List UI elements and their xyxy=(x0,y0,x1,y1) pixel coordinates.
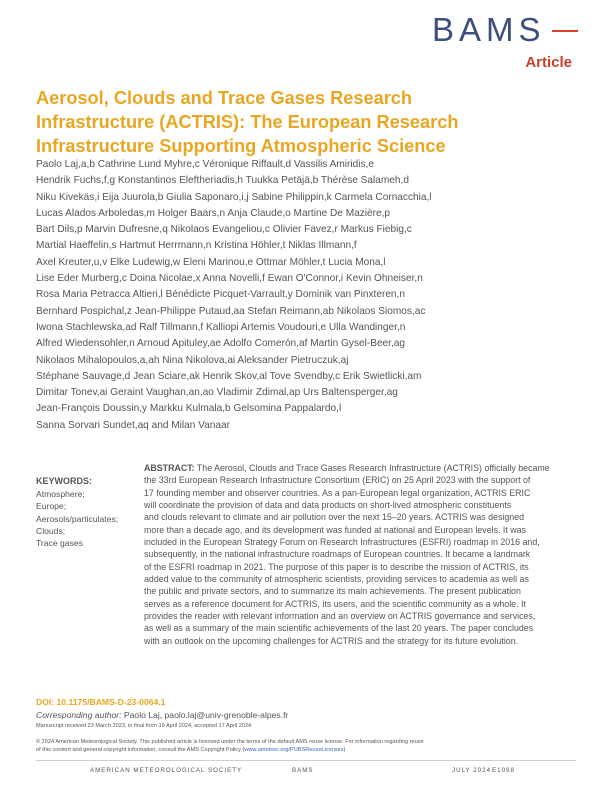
author-list xyxy=(36,157,596,434)
author-line: Sanna Sorvari Sundet,aq and Milan Vanaar xyxy=(36,419,230,431)
keywords-heading: KEYWORDS: xyxy=(36,476,92,486)
abstract-line: 17 founding member and observer countries. As a pan-European legal organization, ACTRIS ERIC xyxy=(144,487,531,498)
author-line: Lise Eder Murberg,c Doina Nicolae,x Anna Novelli,f Ewan O'Connor,i Kevin Ohneiser,n xyxy=(36,273,423,285)
corresponding-author-contact[interactable]: Paolo Laj, paolo.laj@univ-grenoble-alpes.fr xyxy=(121,710,289,720)
abstract-line: added value to the community of atmospheric scientists, providing services to academia as well as xyxy=(144,574,529,585)
author-line: Lucas Alados Arboledas,m Holger Baars,n Anja Claude,o Martine De Mazière,p xyxy=(36,207,391,219)
footer-date: JULY 2024 xyxy=(452,767,492,774)
footer-journal: BAMS xyxy=(292,767,314,774)
abstract-line: serves as a reference document for ACTRIS, its users, and the scientific community as a whole. It xyxy=(144,598,526,609)
author-line: Hendrik Fuchs,f,g Konstantinos Eleftheriadis,h Tuukka Petäjä,b Thérèse Salameh,d xyxy=(36,175,409,187)
abstract-line: included in the European Strategy Forum on Research Infrastructures (ESFRI) roadmap in 2016 and, xyxy=(144,537,540,548)
copyright-line xyxy=(36,746,592,754)
keyword-item: Europe; xyxy=(36,501,67,512)
author-line: Jean-François Doussin,y Markku Kulmala,b Gelsomina Pappalardo,l xyxy=(36,403,342,415)
author-line: Bernhard Pospichal,z Jean-Philippe Putaud,aa Stefan Reimann,ab Nikolaos Siomos,ac xyxy=(36,305,426,317)
author-line: Niku Kivekäs,i Eija Juurola,b Giulia Saponaro,i,j Sabine Philippin,k Carmela Cornacchia,l xyxy=(36,191,432,203)
abstract-line: as well as a summary of the main scientific achievements of the last 20 years. The paper concludes xyxy=(144,623,534,634)
abstract-line: more than a decade ago, and its development was funded at national and European levels. It was xyxy=(144,524,527,535)
abstract-first-line xyxy=(144,462,576,474)
abstract-line: subsequently, in the national infrastructure roadmaps of European countries. It became a landmark xyxy=(144,549,531,560)
abstract-line: the 33rd European Research Infrastructure Consortium (ERIC) on 25 April 2023 with the support of xyxy=(144,475,531,486)
copyright-text: of this content and general copyright information, consult the AMS Copyright Policy ( xyxy=(36,747,245,753)
footer-divider xyxy=(36,760,576,761)
title-line: Infrastructure Supporting Atmospheric Science xyxy=(36,136,446,156)
author-line: Paolo Laj,a,b Cathrine Lund Myhre,c Véronique Riffault,d Vassilis Amiridis,e xyxy=(36,159,374,170)
keyword-item: Clouds; xyxy=(36,525,66,536)
copyright-notice xyxy=(36,738,592,754)
paper-title xyxy=(36,86,556,158)
author-line: Nikolaos Mihalopoulos,a,ah Nina Nikolova,ai Aleksander Pietruczuk,aj xyxy=(36,354,349,366)
journal-logo: BAMS xyxy=(432,11,546,48)
abstract-line: with an outlook on the upcoming challenges for ACTRIS and the strategy for its future evolution. xyxy=(144,635,519,646)
abstract-text: The Aerosol, Clouds and Trace Gases Research Infrastructure (ACTRIS) officially became xyxy=(194,463,550,473)
abstract-line: and clouds relevant to climate and air pollution over the next 15–20 years. ACTRIS was designed xyxy=(144,512,525,523)
abstract xyxy=(144,462,576,647)
author-line: Alfred Wiedensohler,n Arnoud Apituley,ae Adolfo Comerón,af Martin Gysel-Beer,ag xyxy=(36,338,406,350)
abstract-line: provides the reader with relevant information and an overview on ACTRIS governance and services, xyxy=(144,611,536,622)
author-line: Iwona Stachlewska,ad Ralf Tillmann,f Kalliopi Artemis Voudouri,e Ulla Wandinger,n xyxy=(36,321,406,333)
keyword-item: Aerosols/particulates; xyxy=(36,513,119,524)
footer-society: AMERICAN METEOROLOGICAL SOCIETY xyxy=(90,767,243,774)
copyright-policy-link[interactable]: www.ametsoc.org/PUBSReuseLicenses xyxy=(244,747,344,753)
corresponding-author-label: Corresponding author: xyxy=(36,710,122,720)
author-line: Dimitar Tonev,ai Geraint Vaughan,an,ao Vladimir Zdimal,ap Urs Baltensperger,ag xyxy=(36,387,398,399)
author-line: Martial Haeffelin,s Hartmut Herrmann,n Kristina Höhler,t Niklas Illmann,f xyxy=(36,240,357,252)
doi-link[interactable]: DOI: 10.1175/BAMS-D-23-0064.1 xyxy=(36,697,166,707)
corresponding-author xyxy=(36,709,288,721)
keywords-list xyxy=(36,488,118,549)
footer-page-number: E1098 xyxy=(492,767,515,774)
logo-accent-line xyxy=(552,30,578,32)
author-line: Axel Kreuter,u,v Elke Ludewig,w Eleni Marinou,e Ottmar Möhler,t Lucia Mona,l xyxy=(36,256,386,268)
author-line: Bart Dils,p Marvin Dufresne,q Nikolaos Evangeliou,c Olivier Favez,r Markus Fiebig,c xyxy=(36,224,412,236)
abstract-line: of the ESFRI roadmap in 2021. The purpose of this paper is to describe the mission of ACTRIS, its xyxy=(144,561,529,572)
title-line: Aerosol, Clouds and Trace Gases Research xyxy=(36,88,413,108)
manuscript-dates: Manuscript received 23 March 2023, in final form 19 April 2024, accepted 17 April 2024 xyxy=(36,723,252,729)
author-line: Rosa Maria Petracca Altieri,l Bénédicte Picquet-Varrault,y Dominik van Pinxteren,n xyxy=(36,289,405,301)
keyword-item: Trace gases xyxy=(36,538,83,549)
article-type-label: Article xyxy=(525,54,572,71)
copyright-end: ). xyxy=(343,747,347,753)
abstract-line: will coordinate the provision of data and data products on short-lived atmospheric constituents xyxy=(144,500,512,511)
author-line: Stéphane Sauvage,d Jean Sciare,ak Henrik Skov,al Tove Svendby,c Erik Swietlicki,am xyxy=(36,370,422,382)
copyright-line: © 2024 American Meteorological Society. This published article is licensed under the terms of the default AMS reuse license. For information regarding reuse xyxy=(36,739,424,745)
abstract-lead: ABSTRACT: xyxy=(144,463,195,473)
keyword-item: Atmosphere; xyxy=(36,489,85,499)
title-line: Infrastructure (ACTRIS): The European Research xyxy=(36,112,459,132)
abstract-line: the public and private sectors, and to summarize its main achievements. The present publication xyxy=(144,586,521,597)
